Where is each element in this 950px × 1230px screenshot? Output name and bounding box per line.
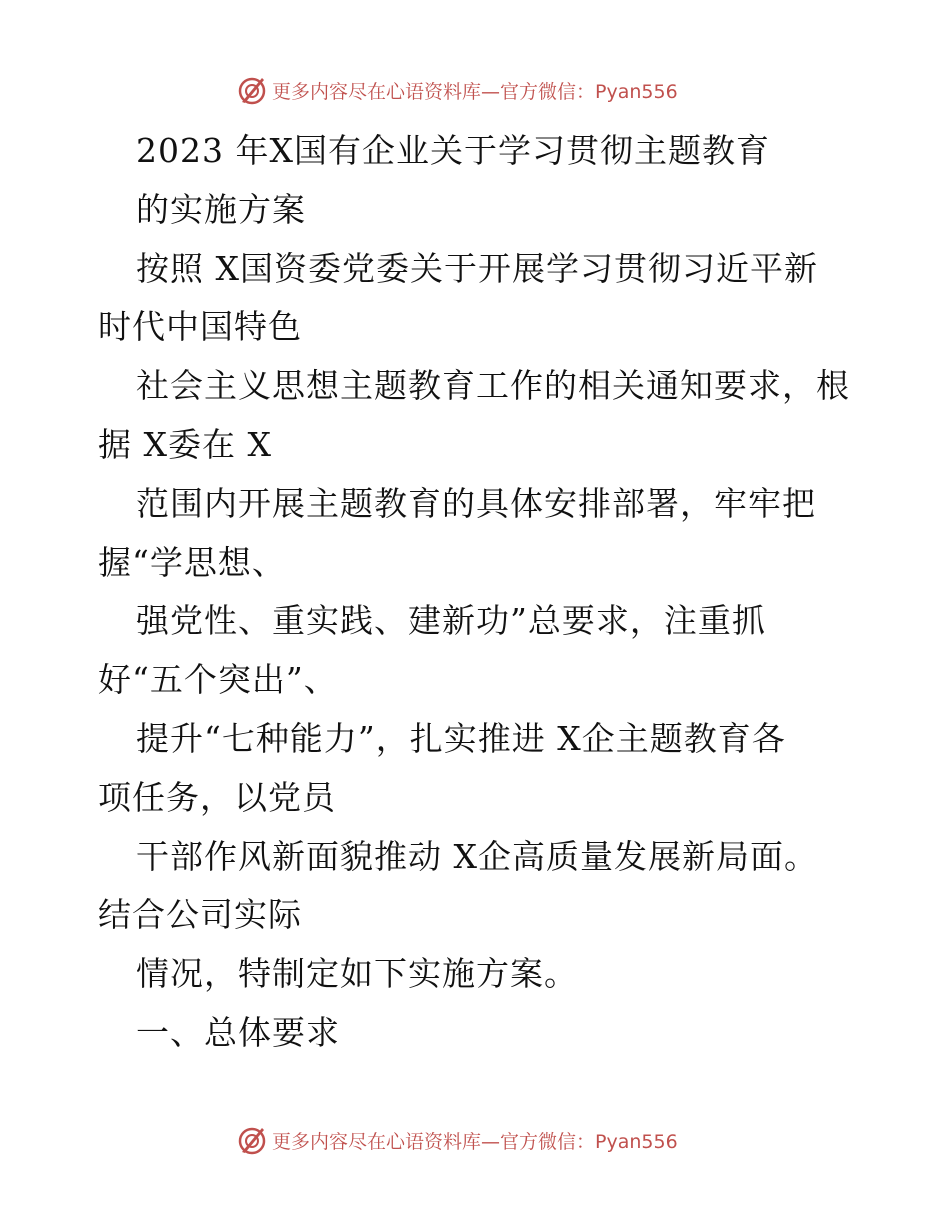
body-line: 项任务，以党员 [98,777,336,817]
body-line: 情况，特制定如下实施方案。 [136,954,578,994]
title-line-2: 的实施方案 [136,189,306,229]
footer-watermark [236,1124,678,1156]
body-line: 据 X委在 X [98,424,272,464]
body-line: 按照 X国资委党委关于开展学习贯彻习近平新 [136,248,818,288]
document-body [98,122,878,1063]
body-line: 范围内开展主题教育的具体安排部署，牢牢把 [136,483,816,523]
body-line: 强党性、重实践、建新功”总要求，注重抓 [136,601,766,641]
body-line: 提升“七种能力”，扎实推进 X企主题教育各 [136,718,786,758]
quill-logo-icon [236,1124,268,1156]
section-heading: 一、总体要求 [136,1012,340,1052]
title-line-1: 2023 年X国有企业关于学习贯彻主题教育 [136,131,770,170]
body-line: 结合公司实际 [98,895,302,935]
watermark-text: 更多内容尽在心语资料库—官方微信：Pyan556 [272,80,678,103]
body-line: 干部作风新面貌推动 X企高质量发展新局面。 [136,836,818,876]
body-line: 社会主义思想主题教育工作的相关通知要求，根 [136,366,850,406]
body-line: 好“五个突出”、 [98,660,338,700]
header-watermark [236,74,678,106]
body-line: 握“学思想、 [98,542,286,582]
body-line: 时代中国特色 [98,307,302,347]
quill-logo-icon [236,74,268,106]
watermark-text: 更多内容尽在心语资料库—官方微信：Pyan556 [272,1130,678,1153]
